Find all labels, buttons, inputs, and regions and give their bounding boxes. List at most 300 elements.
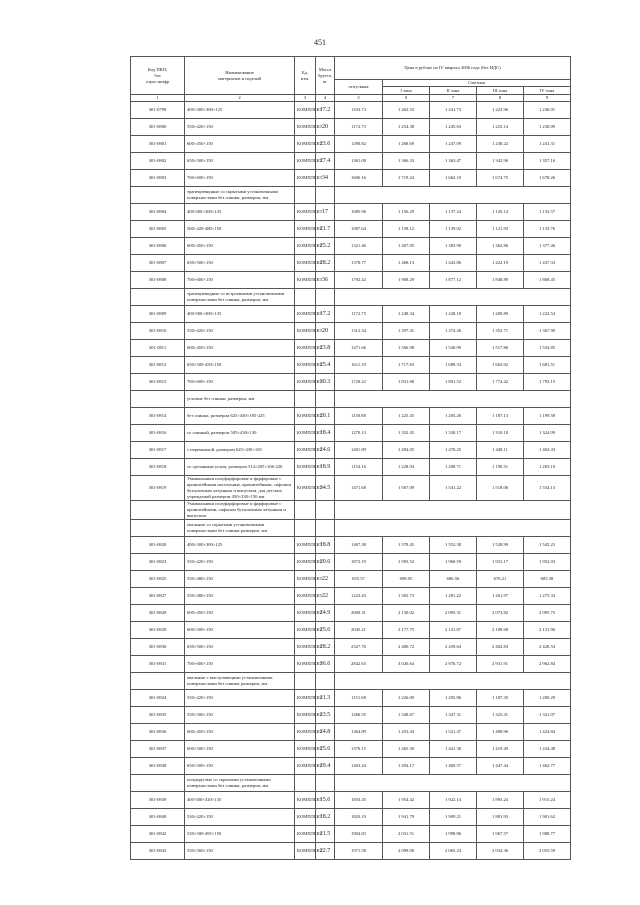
- price-zona2: 1 363.47: [430, 153, 477, 170]
- price-otpusknaya: 2000.31: [335, 605, 383, 622]
- price-zona4: 1 534.13: [524, 476, 571, 501]
- table-row: [131, 707, 571, 724]
- price-zona3: 1 310.18: [477, 425, 524, 442]
- price-zona2: 1 469.57: [430, 758, 477, 775]
- name-cell: 650×500×150: [185, 153, 295, 170]
- code-cell: 301-0828: [131, 605, 185, 622]
- col-otpusknaya-header: отпускная: [335, 80, 383, 95]
- column-number: 9: [524, 95, 571, 102]
- price-zona4: 1 533.85: [524, 340, 571, 357]
- table-row: [131, 153, 571, 170]
- name-cell: 550×480×150: [185, 588, 295, 605]
- unit-cell: КОМПЛЕКТ: [295, 537, 316, 554]
- code-cell: 301-0814: [131, 408, 185, 425]
- unit-cell: КОМПЛЕКТ: [295, 588, 316, 605]
- category-name: трапециевидные со скрытыми установочными поверхностями без спинки, размером, мм: [185, 187, 295, 204]
- price-otpusknaya: 1270.13: [335, 425, 383, 442]
- table-row: [131, 204, 571, 221]
- col-unit-header: Ед. изм.: [295, 57, 316, 95]
- price-zona1: 1 226.09: [383, 690, 430, 707]
- price-zona4: 2 962.84: [524, 656, 571, 673]
- price-zona1: 1 567.09: [383, 476, 430, 501]
- code-cell: [131, 289, 185, 306]
- table-row: [131, 136, 571, 153]
- price-zona3: 2 073.82: [477, 605, 524, 622]
- price-zona1: 1 225.45: [383, 408, 430, 425]
- name-cell: со спинкой, размером 505×430×130: [185, 425, 295, 442]
- price-zona2: 1 689.33: [430, 357, 477, 374]
- price-otpusknaya: 2045.21: [335, 622, 383, 639]
- price-zona2: 1 208.71: [430, 459, 477, 476]
- name-cell: 550×420×150: [185, 323, 295, 340]
- column-numbers-row: [131, 95, 571, 102]
- name-cell: 400-500×300×135: [185, 204, 295, 221]
- price-zona3: 1 223.96: [477, 102, 524, 119]
- price-zona1: 2 130.02: [383, 605, 430, 622]
- price-zona4: 1 545.23: [524, 537, 571, 554]
- name-cell: 550×500×150: [185, 707, 295, 724]
- price-zona4: 1 133.57: [524, 204, 571, 221]
- price-zona4: 1 324.09: [524, 425, 571, 442]
- price-zona3: 2 034.36: [477, 843, 524, 860]
- price-zona3: 1 774.42: [477, 374, 524, 391]
- price-zona1: 1 578.45: [383, 537, 430, 554]
- unit-cell: КОМПЛЕКТ: [295, 408, 316, 425]
- unit-cell: [295, 673, 316, 690]
- col-mass-header: Масса брутто, кг: [316, 57, 335, 95]
- mass-cell: 21.3: [316, 690, 335, 707]
- code-cell: 301-0799: [131, 102, 185, 119]
- price-zona2: 1 205.86: [430, 690, 477, 707]
- price-zona3: 1 238.22: [477, 136, 524, 153]
- mass-cell: 20.6: [316, 554, 335, 571]
- price-zona4: 1 793.15: [524, 374, 571, 391]
- col-zona3-header: III зона: [477, 87, 524, 95]
- name-cell: 500×420-480×150: [185, 221, 295, 238]
- mass-cell: [316, 501, 335, 520]
- price-zona2: 1 552.38: [430, 537, 477, 554]
- price-zona4: 1 678.26: [524, 170, 571, 187]
- price-zona1: 1 348.67: [383, 707, 430, 724]
- mass-cell: 25.4: [316, 357, 335, 374]
- mass-cell: 22: [316, 571, 335, 588]
- table-row: [131, 340, 571, 357]
- name-cell: 650×500×150: [185, 255, 295, 272]
- table-row: [131, 588, 571, 605]
- unit-cell: КОМПЛЕКТ: [295, 826, 316, 843]
- column-number: 2: [185, 95, 295, 102]
- table-row: [131, 221, 571, 238]
- price-zona4: 1 952.03: [524, 554, 571, 571]
- price-zona3: 1 225.14: [477, 119, 524, 136]
- price-otpusknaya: 1872.19: [335, 554, 383, 571]
- category-name: трапециевидные со встроенными установочными поверхностями без спинки, размером, мм: [185, 289, 295, 306]
- code-cell: 301-0813: [131, 374, 185, 391]
- price-otpusknaya: 1720.22: [335, 374, 383, 391]
- name-cell: 600×450×150: [185, 724, 295, 741]
- price-otpusknaya: 2327.76: [335, 639, 383, 656]
- column-number: 7: [430, 95, 477, 102]
- table-row: [131, 843, 571, 860]
- price-zona2: 686.56: [430, 571, 477, 588]
- price-zona2: 1 139.02: [430, 221, 477, 238]
- price-zona4: 1 230.09: [524, 119, 571, 136]
- price-otpusknaya: 1792.42: [335, 272, 383, 289]
- mass-cell: [316, 775, 335, 792]
- unit-cell: КОМПЛЕКТ: [295, 272, 316, 289]
- mass-cell: [316, 289, 335, 306]
- name-cell: 550×420×150: [185, 119, 295, 136]
- name-cell: 400-500×300×135: [185, 306, 295, 323]
- unit-cell: КОМПЛЕКТ: [295, 459, 316, 476]
- price-zona1: 1 262.53: [383, 102, 430, 119]
- price-zona3: 1 518.06: [477, 476, 524, 501]
- unit-cell: КОМПЛЕКТ: [295, 622, 316, 639]
- mass-cell: 24.6: [316, 442, 335, 459]
- table-row: [131, 605, 571, 622]
- price-zona3: 1 931.17: [477, 554, 524, 571]
- price-zona2: 1 374.26: [430, 323, 477, 340]
- mass-cell: 23.5: [316, 707, 335, 724]
- unit-cell: КОМПЛЕКТ: [295, 102, 316, 119]
- price-zona1: 1 566.98: [383, 340, 430, 357]
- price-zona1: 1 158.12: [383, 221, 430, 238]
- code-cell: 301-0811: [131, 340, 185, 357]
- name-cell: 650×500×150: [185, 758, 295, 775]
- table-row: [131, 442, 571, 459]
- mass-cell: 18.2: [316, 809, 335, 826]
- price-zona4: 1 222.54: [524, 306, 571, 323]
- name-cell: с перемычкой, размером 625×430×165: [185, 442, 295, 459]
- price-otpusknaya: 1361.08: [335, 153, 383, 170]
- table-row: [131, 690, 571, 707]
- col-code-header: Код ПКП, баз отрас.шифр: [131, 57, 185, 95]
- price-cells-empty: [335, 501, 571, 520]
- price-zona1: 1 719.24: [383, 170, 430, 187]
- price-zona3: 1 663.92: [477, 357, 524, 374]
- price-zona1: 1 228.94: [383, 459, 430, 476]
- price-zona2: 1 443.86: [430, 255, 477, 272]
- price-zona3: 1 447.44: [477, 758, 524, 775]
- mass-cell: 25.2: [316, 238, 335, 255]
- smetnaya-header: Сметная: [383, 80, 571, 87]
- name-cell: 700×600×150: [185, 272, 295, 289]
- mass-cell: 17.2: [316, 306, 335, 323]
- category-name: угловые без спинки, размером, мм: [185, 391, 295, 408]
- price-cells-empty: [335, 520, 571, 537]
- price-zona1: 1 453.43: [383, 724, 430, 741]
- price-zona2: 1 909.21: [430, 809, 477, 826]
- name-cell: 700×600×150: [185, 374, 295, 391]
- price-zona1: 1 468.13: [383, 255, 430, 272]
- name-cell: 550×560×150: [185, 843, 295, 860]
- table-row: [131, 554, 571, 571]
- code-cell: 301-0843: [131, 843, 185, 860]
- price-otpusknaya: 1150.88: [335, 408, 383, 425]
- price-zona2: 2 065.24: [430, 843, 477, 860]
- price-zona1: 2 480.72: [383, 639, 430, 656]
- unit-cell: КОМПЛЕКТ: [295, 809, 316, 826]
- price-zona2: 2 095.31: [430, 605, 477, 622]
- price-zona3: 1 893.24: [477, 792, 524, 809]
- code-cell: 301-0842: [131, 826, 185, 843]
- price-zona4: 1 901.62: [524, 809, 571, 826]
- column-number: 6: [383, 95, 430, 102]
- table-row: [131, 272, 571, 289]
- price-zona2: 1 541.22: [430, 476, 477, 501]
- unit-cell: КОМПЛЕКТ: [295, 374, 316, 391]
- price-zona1: 1 268.69: [383, 136, 430, 153]
- price-otpusknaya: 1833.45: [335, 792, 383, 809]
- unit-cell: КОМПЛЕКТ: [295, 741, 316, 758]
- price-zona2: 1 662.10: [430, 170, 477, 187]
- price-otpusknaya: 1611.10: [335, 357, 383, 374]
- code-cell: 301-0839: [131, 792, 185, 809]
- code-cell: 301-0823: [131, 554, 185, 571]
- price-otpusknaya: 1467.38: [335, 537, 383, 554]
- price-zona1: 1 302.73: [383, 588, 430, 605]
- table-body: [131, 102, 571, 860]
- price-zona4: 1 236.01: [524, 102, 571, 119]
- mass-cell: 21.7: [316, 221, 335, 238]
- price-zona1: 1 248.34: [383, 306, 430, 323]
- price-zona4: 1 463.43: [524, 442, 571, 459]
- price-zona1: 1 407.05: [383, 238, 430, 255]
- price-zona4: 2 131.96: [524, 622, 571, 639]
- price-zona3: 1 362.86: [477, 238, 524, 255]
- table-row: [131, 119, 571, 136]
- unit-cell: КОМПЛЕКТ: [295, 758, 316, 775]
- name-cell: 700×600×150: [185, 656, 295, 673]
- column-number: 8: [477, 95, 524, 102]
- table-row: [131, 476, 571, 501]
- price-zona2: 1 441.30: [430, 741, 477, 758]
- unit-cell: КОМПЛЕКТ: [295, 690, 316, 707]
- price-zona2: 1 281.22: [430, 588, 477, 605]
- category-name: овальные с выступающими установочными поверхностями без спинки размером, мм: [185, 673, 295, 690]
- price-zona1: 1 494.17: [383, 758, 430, 775]
- mass-cell: [316, 520, 335, 537]
- price-zona4: 1 200.29: [524, 690, 571, 707]
- unit-cell: КОМПЛЕКТ: [295, 843, 316, 860]
- mass-cell: [316, 673, 335, 690]
- price-cells-empty: [335, 391, 571, 408]
- category-row: [131, 673, 571, 690]
- price-zona3: 1 419.49: [477, 741, 524, 758]
- category-row: [131, 187, 571, 204]
- price-zona3: 1 674.75: [477, 170, 524, 187]
- price-otpusknaya: 1290.82: [335, 136, 383, 153]
- category-name: овальные со скрытыми установочными поверхностями без спинки размером, мм: [185, 520, 295, 537]
- category-row: [131, 520, 571, 537]
- code-cell: 301-0838: [131, 758, 185, 775]
- price-otpusknaya: 1471.66: [335, 340, 383, 357]
- price-zona3: 2 931.91: [477, 656, 524, 673]
- price-zona1: 1 941.79: [383, 809, 430, 826]
- price-otpusknaya: 1321.46: [335, 238, 383, 255]
- code-cell: 301-0819: [131, 476, 185, 501]
- price-zona2: 2 976.72: [430, 656, 477, 673]
- price-zona2: 1 922.14: [430, 792, 477, 809]
- price-zona2: 1 205.26: [430, 408, 477, 425]
- unit-cell: [295, 775, 316, 792]
- name-cell: 600×450×150: [185, 136, 295, 153]
- price-zona4: 2 095.75: [524, 605, 571, 622]
- price-zona1: 698.05: [383, 571, 430, 588]
- unit-cell: КОМПЛЕКТ: [295, 255, 316, 272]
- category-name: полукруглые со скрытыми установочными поверхностями без спинки, размером, мм: [185, 775, 295, 792]
- price-zona2: 2 141.87: [430, 622, 477, 639]
- price-otpusknaya: 1223.43: [335, 588, 383, 605]
- price-zona1: 1 254.38: [383, 119, 430, 136]
- mass-cell: 27.4: [316, 153, 335, 170]
- unit-cell: КОМПЛЕКТ: [295, 639, 316, 656]
- table-row: [131, 809, 571, 826]
- unit-cell: КОМПЛЕКТ: [295, 476, 316, 501]
- mass-cell: 18.9: [316, 459, 335, 476]
- column-number: 1: [131, 95, 185, 102]
- col-zona1-header: I зона: [383, 87, 430, 95]
- price-zona4: 1 133.76: [524, 221, 571, 238]
- price-zona3: 2 402.83: [477, 639, 524, 656]
- price-otpusknaya: 1378.77: [335, 255, 383, 272]
- code-cell: 301-0835: [131, 707, 185, 724]
- mass-cell: 28.2: [316, 255, 335, 272]
- unit-cell: КОМПЛЕКТ: [295, 119, 316, 136]
- price-otpusknaya: 1971.58: [335, 843, 383, 860]
- prices-title: Цена в рублях на IV квартал 2006 года (без НДС): [335, 57, 571, 80]
- mass-cell: 18.8: [316, 537, 335, 554]
- price-zona4: 1 868.45: [524, 272, 571, 289]
- mass-cell: 22: [316, 588, 335, 605]
- unit-cell: [295, 391, 316, 408]
- price-zona2: 1 877.12: [430, 272, 477, 289]
- table-row: [131, 792, 571, 809]
- price-zona2: 1 960.59: [430, 554, 477, 571]
- mass-cell: [316, 187, 335, 204]
- price-zona4: 1 367.90: [524, 323, 571, 340]
- name-cell: 600×500×150: [185, 741, 295, 758]
- price-otpusknaya: 1364.89: [335, 724, 383, 741]
- price-otpusknaya: 1312.34: [335, 323, 383, 340]
- price-zona2: 1 330.17: [430, 425, 477, 442]
- price-zona2: 1 801.52: [430, 374, 477, 391]
- column-number: 4: [316, 95, 335, 102]
- price-zona1: 1 954.42: [383, 792, 430, 809]
- table-row: [131, 170, 571, 187]
- price-zona3: 1 209.89: [477, 306, 524, 323]
- code-cell: [131, 673, 185, 690]
- code-cell: 301-0803: [131, 170, 185, 187]
- code-cell: 301-0810: [131, 323, 185, 340]
- price-zona1: 3 026.64: [383, 656, 430, 673]
- mass-cell: [316, 391, 335, 408]
- code-cell: 301-0812: [131, 357, 185, 374]
- price-zona4: 1 434.48: [524, 741, 571, 758]
- unit-cell: КОМПЛЕКТ: [295, 724, 316, 741]
- price-zona1: 2 031.51: [383, 826, 430, 843]
- price-zona2: 1 247.09: [430, 136, 477, 153]
- price-zona3: 1 848.89: [477, 272, 524, 289]
- mass-cell: 17: [316, 204, 335, 221]
- price-zona2: 1 998.86: [430, 826, 477, 843]
- unit-cell: КОМПЛЕКТ: [295, 170, 316, 187]
- price-zona3: 1 121.93: [477, 221, 524, 238]
- price-zona2: 1 470.25: [430, 442, 477, 459]
- table-row: [131, 425, 571, 442]
- unit-cell: КОМПЛЕКТ: [295, 136, 316, 153]
- price-zona1: 1 908.29: [383, 272, 430, 289]
- code-cell: 301-0817: [131, 442, 185, 459]
- name-cell: 530×500-495×150: [185, 826, 295, 843]
- unit-cell: КОМПЛЕКТ: [295, 357, 316, 374]
- col-name-header: Наименование материалов и изделий: [185, 57, 295, 95]
- price-zona4: 1 915.24: [524, 792, 571, 809]
- unit-cell: [295, 289, 316, 306]
- price-otpusknaya: 1823.19: [335, 809, 383, 826]
- price-cells-empty: [335, 187, 571, 204]
- price-otpusknaya: 1085.96: [335, 204, 383, 221]
- price-zona3: 2 109.68: [477, 622, 524, 639]
- price-zona1: 1 995.52: [383, 554, 430, 571]
- price-zona4: 1 681.51: [524, 357, 571, 374]
- code-cell: 301-0800: [131, 119, 185, 136]
- name-cell: без спинки, размером 625×430×185-225: [185, 408, 295, 425]
- name-cell: со срезанным углом, размером 514×205×166-220: [185, 459, 295, 476]
- mass-cell: 20.1: [316, 408, 335, 425]
- price-zona1: 1 156.29: [383, 204, 430, 221]
- price-zona2: 1 383.90: [430, 238, 477, 255]
- table-row: [131, 571, 571, 588]
- price-zona4: 1 377.46: [524, 238, 571, 255]
- price-zona3: 1 342.96: [477, 153, 524, 170]
- price-zona2: 1 241.73: [430, 102, 477, 119]
- code-cell: 301-0820: [131, 537, 185, 554]
- unit-cell: [295, 187, 316, 204]
- table-row: [131, 459, 571, 476]
- table-row: [131, 622, 571, 639]
- unit-cell: КОМПЛЕКТ: [295, 306, 316, 323]
- price-otpusknaya: 1904.83: [335, 826, 383, 843]
- price-zona1: 1 717.63: [383, 357, 430, 374]
- col-zona2-header: II зона: [430, 87, 477, 95]
- table-row: [131, 306, 571, 323]
- price-zona4: 1 437.33: [524, 255, 571, 272]
- mass-cell: 24.9: [316, 605, 335, 622]
- price-otpusknaya: 1172.73: [335, 119, 383, 136]
- name-cell: Умывальники полуфарфоровые и фарфоровые с кронштейнами настольные, кронштейнами, сифоном бутылочным латунным и выпуском, для детских учреждений размером 450×330×150 мм: [185, 476, 295, 501]
- price-otpusknaya: 1266.55: [335, 707, 383, 724]
- mass-cell: 28.2: [316, 639, 335, 656]
- code-cell: [131, 187, 185, 204]
- code-cell: 301-0837: [131, 741, 185, 758]
- table-row: [131, 826, 571, 843]
- category-row: [131, 775, 571, 792]
- code-cell: 301-0809: [131, 306, 185, 323]
- unit-cell: КОМПЛЕКТ: [295, 707, 316, 724]
- code-cell: 301-0802: [131, 153, 185, 170]
- price-zona4: 1 357.16: [524, 153, 571, 170]
- name-cell: 400-500×320×135: [185, 792, 295, 809]
- code-cell: 301-0805: [131, 221, 185, 238]
- code-cell: 301-0818: [131, 459, 185, 476]
- price-zona2: 1 228.18: [430, 306, 477, 323]
- unit-cell: КОМПЛЕКТ: [295, 554, 316, 571]
- name-cell: 600×500×150: [185, 622, 295, 639]
- price-zona2: 1 137.24: [430, 204, 477, 221]
- price-zona2: 1 347.31: [430, 707, 477, 724]
- price-zona3: 1 120.14: [477, 204, 524, 221]
